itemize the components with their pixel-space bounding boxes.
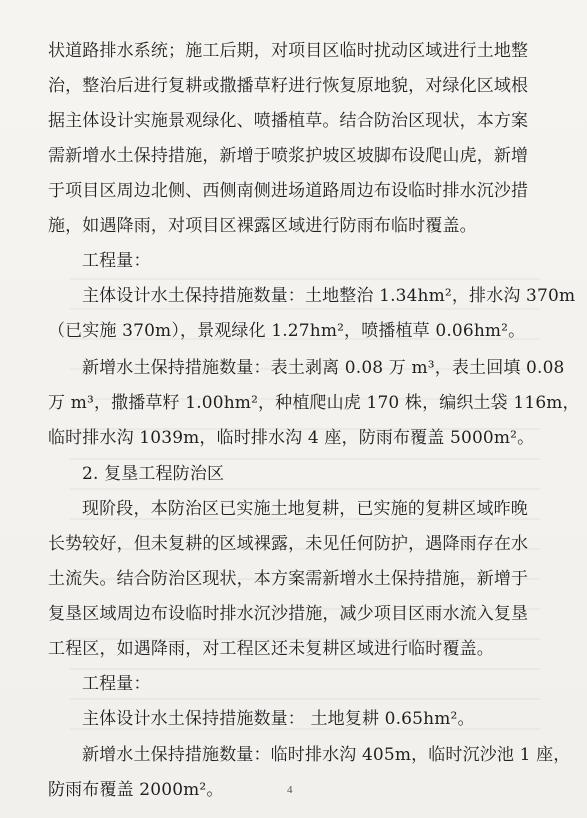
new-measures-1-line-2: 万 m³，撒播草籽 1.00hm²，种植爬山虎 170 株，编织土袋 116m， (48, 393, 580, 413)
main-design-2-line-1: 主体设计水土保持措施数量： 土地复耕 0.65hm²。 (82, 709, 475, 729)
paragraph-1-line-3: 据主体设计实施景观绿化、喷播植草。结合防治区现状，本方案 (48, 111, 529, 131)
main-design-1-line-2: （已实施 370m），景观绿化 1.27hm²，喷播植草 0.06hm²。 (48, 321, 526, 341)
page-number: 4 (287, 784, 293, 796)
paragraph-2-line-5: 工程区，如遇降雨，对工程区还未复耕区域进行临时覆盖。 (48, 639, 494, 659)
new-measures-1-line-3: 临时排水沟 1039m，临时排水沟 4 座，防雨布覆盖 5000m²。 (48, 428, 535, 448)
paragraph-2-line-2: 长势较好，但未复耕的区域裸露，未见任何防护，遇降雨存在水 (48, 534, 529, 554)
main-design-1-line-1: 主体设计水土保持措施数量：土地整治 1.34hm²，排水沟 370m (82, 286, 576, 306)
new-measures-2-line-1: 新增水土保持措施数量：临时排水沟 405m，临时沉沙池 1 座， (82, 745, 571, 765)
paragraph-2-line-3: 土流失。结合防治区现状，本方案需新增水土保持措施，新增于 (48, 569, 529, 589)
section-heading-2: 2. 复垦工程防治区 (82, 464, 225, 484)
paragraph-2-line-4: 复垦区域周边布设临时排水沉沙措施，减少项目区雨水流入复垦 (48, 604, 529, 624)
quantities-heading-2: 工程量： (82, 674, 151, 694)
quantities-heading-1: 工程量： (82, 251, 151, 271)
paragraph-1-line-6: 施，如遇降雨，对项目区裸露区域进行防雨布临时覆盖。 (48, 216, 477, 236)
paragraph-1-line-1: 状道路排水系统；施工后期，对项目区临时扰动区域进行土地整 (48, 41, 529, 61)
paragraph-2-line-1: 现阶段，本防治区已实施土地复耕，已实施的复耕区域昨晚 (82, 499, 528, 519)
new-measures-1-line-1: 新增水土保持措施数量：表土剥离 0.08 万 m³，表土回填 0.08 (82, 358, 565, 378)
paragraph-1-line-2: 治，整治后进行复耕或撒播草籽进行恢复原地貌，对绿化区域根 (48, 76, 529, 96)
paragraph-1-line-5: 于项目区周边北侧、西侧南侧进场道路周边布设临时排水沉沙措 (48, 181, 529, 201)
paragraph-1-line-4: 需新增水土保持措施，新增于喷浆护坡区坡脚布设爬山虎，新增 (48, 146, 529, 166)
new-measures-2-line-2: 防雨布覆盖 2000m²。 (48, 780, 224, 800)
